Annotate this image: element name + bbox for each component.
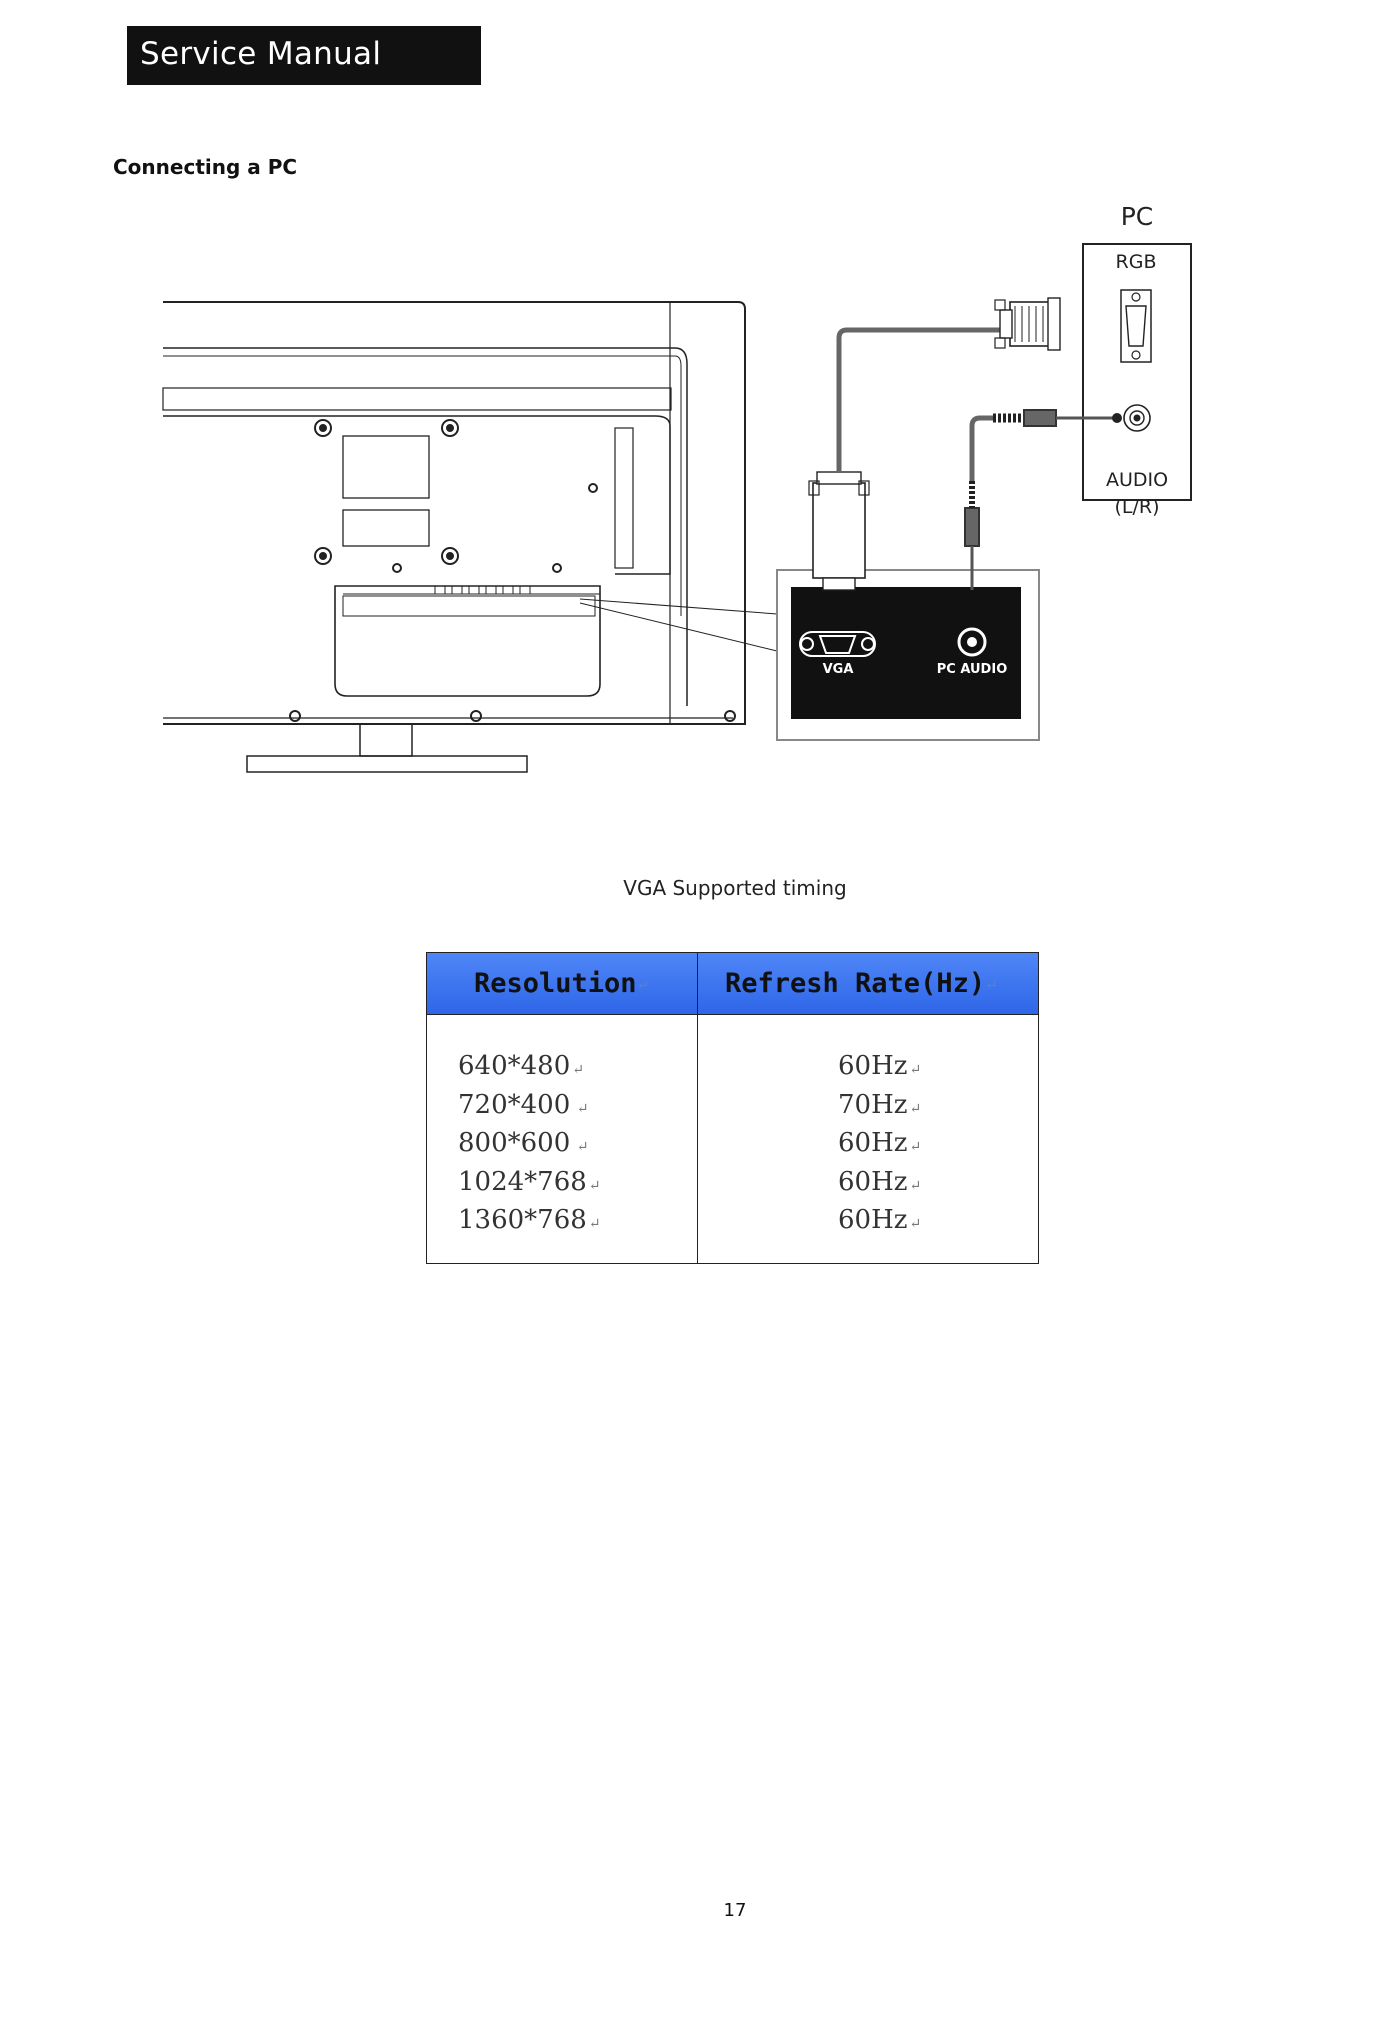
pc-label: PC [1120, 202, 1154, 231]
table-cell-resolution: 720*400 ↵ [458, 1089, 589, 1120]
header-refresh-rate: Refresh Rate(Hz) ↵ [725, 968, 996, 999]
table-caption: VGA Supported timing [623, 876, 847, 900]
table-cell-resolution: 1024*768 ↵ [458, 1166, 601, 1197]
table-cell-refresh: 70Hz ↵ [838, 1089, 922, 1120]
header-resolution: Resolution ↵ [427, 953, 698, 1014]
service-manual-banner: Service Manual [127, 26, 481, 85]
page-number: 17 [723, 1900, 747, 1921]
vga-timing-table [426, 952, 1039, 1264]
audio-label: AUDIO [1105, 469, 1169, 491]
resolution-column [427, 1015, 698, 1263]
vga-port-label: VGA [822, 662, 854, 677]
rgb-label: RGB [1115, 251, 1157, 273]
table-cell-refresh: 60Hz ↵ [838, 1166, 922, 1197]
table-cell-resolution: 800*600 ↵ [458, 1128, 589, 1158]
table-cell-refresh: 60Hz ↵ [838, 1051, 922, 1081]
table-header-row [427, 953, 1038, 1015]
table-cell-resolution: 1360*768 ↵ [458, 1205, 601, 1235]
audio-sub-label: (L/R) [1114, 496, 1160, 518]
table-cell-refresh: 60Hz ↵ [838, 1128, 922, 1158]
pc-audio-port-label: PC AUDIO [936, 662, 1008, 677]
table-cell-resolution: 640*480 ↵ [458, 1051, 584, 1081]
tv-back-illustration [163, 302, 745, 772]
section-heading: Connecting a PC [113, 155, 298, 179]
table-cell-refresh: 60Hz ↵ [838, 1205, 922, 1235]
refresh-rate-column [698, 1015, 1038, 1263]
pc-connection-diagram [155, 196, 1205, 796]
